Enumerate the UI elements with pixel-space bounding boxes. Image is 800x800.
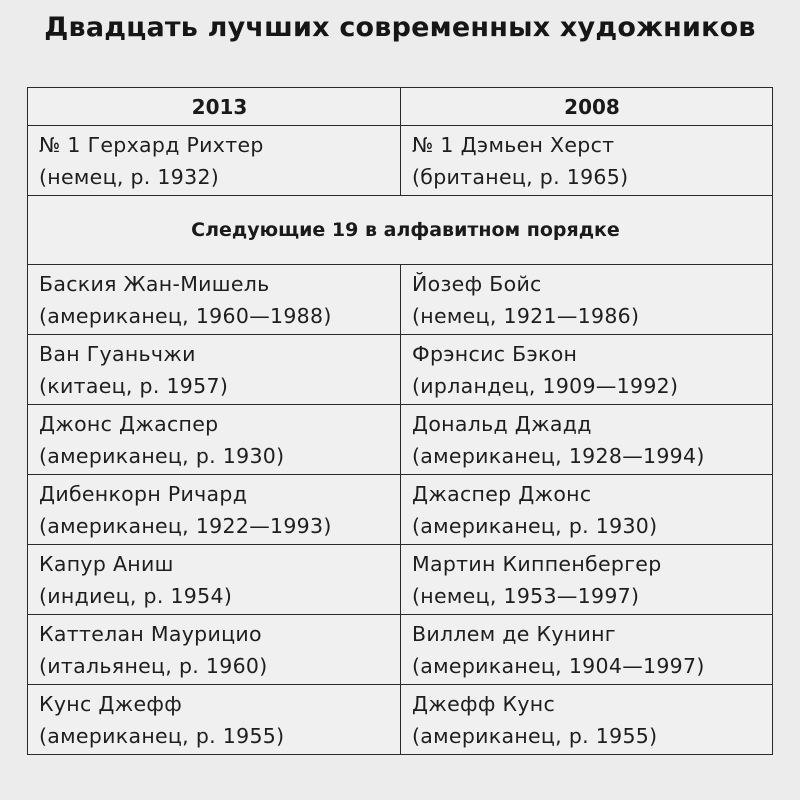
artist-detail: (итальянец, р. 1960)	[39, 653, 268, 678]
artists-table	[27, 87, 773, 755]
artist-detail: (ирландец, 1909—1992)	[412, 373, 679, 398]
table-cell-right	[401, 545, 773, 615]
artist-name: Дибенкорн Ричард	[39, 481, 248, 506]
artist-name: Капур Аниш	[39, 551, 174, 576]
table-cell-right	[401, 475, 773, 545]
table-cell-left	[28, 405, 401, 475]
table-cell-left	[28, 265, 401, 335]
table-cell-left	[28, 335, 401, 405]
artist-name: Джефф Кунс	[412, 691, 556, 716]
artist-detail: (американец, р. 1930)	[412, 513, 658, 538]
artist-detail: (немец, 1921—1986)	[412, 303, 640, 328]
artist-name: Мартин Киппенбергер	[412, 551, 662, 576]
artist-name: Джонс Джаспер	[39, 411, 219, 436]
table-cell-left	[28, 545, 401, 615]
column-header-2008: 2008	[401, 88, 773, 126]
table-cell-right	[401, 615, 773, 685]
year-header-row	[28, 88, 773, 126]
table-row	[28, 475, 773, 545]
table-row	[28, 615, 773, 685]
artist-name: Виллем де Кунинг	[412, 621, 616, 646]
artist-name: № 1 Герхард Рихтер	[39, 132, 264, 157]
artist-detail: (американец, р. 1955)	[39, 723, 285, 748]
table-cell-right	[401, 405, 773, 475]
artist-detail: (американец, р. 1930)	[39, 443, 285, 468]
section-label: Следующие 19 в алфавитном порядке	[28, 196, 773, 265]
artist-name: № 1 Дэмьен Херст	[412, 132, 615, 157]
table-row	[28, 335, 773, 405]
table-row	[28, 545, 773, 615]
artist-name: Кунс Джефф	[39, 691, 183, 716]
table-cell-right	[401, 335, 773, 405]
section-row	[28, 196, 773, 265]
table-row	[28, 265, 773, 335]
table-cell-left	[28, 685, 401, 755]
table-cell-right	[401, 685, 773, 755]
artist-detail: (американец, 1904—1997)	[412, 653, 705, 678]
artist-detail: (немец, р. 1932)	[39, 164, 220, 189]
table-cell-left	[28, 615, 401, 685]
artist-name: Йозеф Бойс	[412, 271, 542, 296]
table-cell-right	[401, 265, 773, 335]
table-cell-right	[401, 126, 773, 196]
table-cell-left	[28, 126, 401, 196]
artist-detail: (американец, 1928—1994)	[412, 443, 705, 468]
artist-detail: (американец, 1960—1988)	[39, 303, 332, 328]
artist-detail: (британец, р. 1965)	[412, 164, 629, 189]
table-row	[28, 405, 773, 475]
artist-name: Каттелан Маурицио	[39, 621, 262, 646]
artist-detail: (американец, 1922—1993)	[39, 513, 332, 538]
table-cell-left	[28, 475, 401, 545]
artist-name: Фрэнсис Бэкон	[412, 341, 578, 366]
artist-name: Дональд Джадд	[412, 411, 592, 436]
page-title: Двадцать лучших современных художников	[44, 12, 756, 43]
column-header-2013: 2013	[28, 88, 401, 126]
artist-detail: (китаец, р. 1957)	[39, 373, 229, 398]
table-row	[28, 685, 773, 755]
artist-name: Ван Гуаньчжи	[39, 341, 196, 366]
artist-detail: (немец, 1953—1997)	[412, 583, 640, 608]
artist-name: Баския Жан-Мишель	[39, 271, 270, 296]
table-row-top	[28, 126, 773, 196]
artist-detail: (индиец, р. 1954)	[39, 583, 233, 608]
artist-detail: (американец, р. 1955)	[412, 723, 658, 748]
artist-name: Джаспер Джонс	[412, 481, 592, 506]
